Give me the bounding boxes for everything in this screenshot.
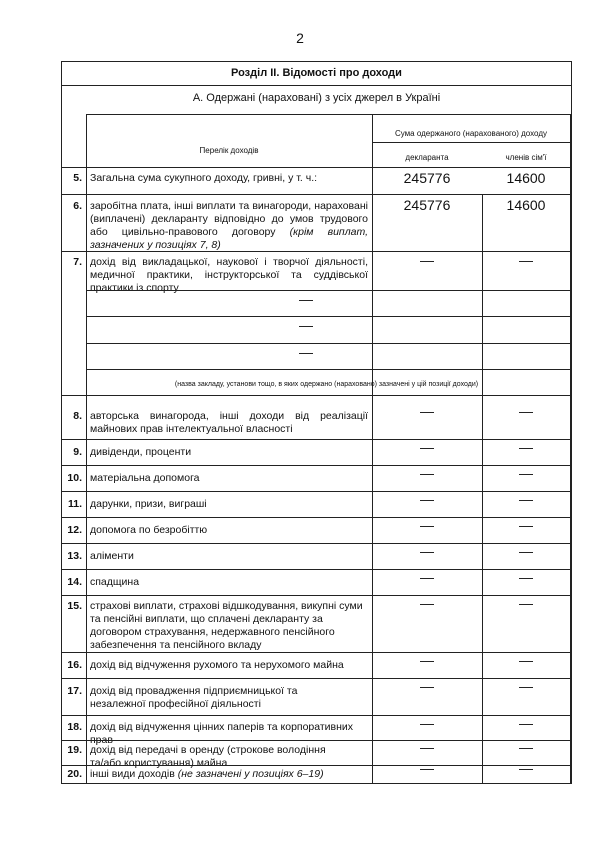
row-number: 16. <box>67 659 82 671</box>
family-value: — <box>519 517 533 533</box>
family-value: — <box>519 595 533 611</box>
grid-line <box>86 115 87 784</box>
family-value: — <box>519 465 533 481</box>
declarant-value: — <box>420 739 434 755</box>
declarant-value: — <box>420 252 434 268</box>
family-value: 14600 <box>506 197 546 213</box>
declarant-value: — <box>420 652 434 668</box>
row-number: 7. <box>73 256 82 268</box>
grid-line <box>62 167 571 168</box>
grid-line <box>570 115 571 784</box>
subsection-text: . Одержані (нараховані) з усіх джерел в Україні <box>200 92 441 104</box>
family-value: — <box>519 760 533 776</box>
row-number: 9. <box>73 446 82 458</box>
family-value: — <box>519 715 533 731</box>
row-number: 5. <box>73 172 82 184</box>
declarant-value: — <box>420 491 434 507</box>
row-label: дарунки, призи, виграші <box>90 498 207 510</box>
row-number: 18. <box>67 721 82 733</box>
column-header-family: членів сім'ї <box>505 153 547 162</box>
grid-line <box>372 142 570 143</box>
row-label: допомога по безробіттю <box>90 524 208 536</box>
income-section-frame <box>61 61 572 784</box>
row-number: 8. <box>73 410 82 422</box>
sub-entry-value: — <box>299 344 313 360</box>
declarant-value: — <box>420 569 434 585</box>
row-number: 12. <box>67 524 82 536</box>
grid-line <box>62 194 571 195</box>
declarant-value: — <box>420 715 434 731</box>
declarant-value: — <box>420 403 434 419</box>
column-header-declarant: декларанта <box>405 153 449 162</box>
family-value: — <box>519 403 533 419</box>
row-label: дохід від провадження підприємницької та незалежної професійної діяльності <box>90 685 298 710</box>
grid-line <box>62 395 571 396</box>
row-label: Загальна сума сукупного доходу, гривні, у т. ч.: <box>90 172 318 184</box>
income-table <box>67 114 571 784</box>
row-number: 14. <box>67 576 82 588</box>
row-label: авторська винагорода, інші доходи від реалізації майнових прав інтелектуальної власності <box>90 410 368 435</box>
declarant-value: — <box>420 760 434 776</box>
family-value: — <box>519 678 533 694</box>
row-label-text: заробітна плата, інші виплати та винагороди, нараховані (виплачені) декларанту відповідно до умов трудового або цивільно-правового договору <box>90 200 368 238</box>
grid-line <box>482 194 483 784</box>
grid-line <box>86 369 571 370</box>
declarant-value: — <box>420 439 434 455</box>
subsection-letter: А <box>192 92 201 104</box>
row-label: дохід від відчуження цінних паперів та корпоративних прав <box>90 721 354 746</box>
declarant-value: 245776 <box>403 170 451 186</box>
row-label <box>90 768 368 781</box>
declarant-value: — <box>420 517 434 533</box>
row-number: 10. <box>67 472 82 484</box>
page-number: 2 <box>296 30 304 46</box>
row-number: 6. <box>73 200 82 212</box>
family-value: — <box>519 543 533 559</box>
declarant-value: 245776 <box>403 197 451 213</box>
row-label: дохід від відчуження рухомого та нерухомого майна <box>90 659 344 671</box>
row-label: дивіденди, проценти <box>90 446 192 458</box>
row-label: дохід від викладацької, наукової і творчої діяльності, медичної практики, інструкторської та суддівської практики із спорту <box>90 256 368 294</box>
row-label-note: (не зазначені у позиціях 6–19) <box>177 768 324 780</box>
row-label <box>90 200 368 252</box>
row-number: 15. <box>67 600 82 612</box>
column-header-sum: Сума одержаного (нарахованого) доходу <box>394 129 547 138</box>
declarant-value: — <box>420 595 434 611</box>
row-number: 20. <box>67 768 82 780</box>
row-label: матеріальна допомога <box>90 472 200 484</box>
family-value: — <box>519 739 533 755</box>
row-label-text: інші види доходів <box>90 768 175 780</box>
sub-entry-value: — <box>299 317 313 333</box>
row-number: 11. <box>67 498 82 510</box>
row-number: 13. <box>67 550 82 562</box>
section-title: Розділ II. Відомості про доходи <box>62 62 571 86</box>
row-label: аліменти <box>90 550 134 562</box>
family-value: — <box>519 439 533 455</box>
row-label: дохід від передачі в оренду (строкове володіння та/або користування) майна <box>90 744 326 769</box>
declarant-value: — <box>420 543 434 559</box>
row-label-note: (крім виплат, зазначених у позиціях 7, 8) <box>90 226 368 251</box>
row-number: 19. <box>67 744 82 756</box>
sub-entry-value: — <box>299 291 313 307</box>
declarant-value: — <box>420 465 434 481</box>
declarant-value: — <box>420 678 434 694</box>
row-number: 17. <box>67 685 82 697</box>
grid-line <box>372 115 373 784</box>
row-label: спадщина <box>90 576 140 588</box>
row-label: страхові виплати, страхові відшкодування, викупні суми та пенсійні виплати, що сплачені декларанту за договором страхування, недержавного пенсійного забезпечення та пенсійного вкладу <box>90 600 363 651</box>
family-value: — <box>519 569 533 585</box>
family-value: — <box>519 491 533 507</box>
family-value: — <box>519 652 533 668</box>
family-value: — <box>519 252 533 268</box>
column-header-list: Перелік доходів <box>199 146 259 155</box>
family-value: 14600 <box>506 170 546 186</box>
row7-note: (назва закладу, установи тощо, в яких одержано (нараховано) зазначені у цій позиції доходи) <box>174 381 479 388</box>
subsection-title <box>62 85 571 112</box>
